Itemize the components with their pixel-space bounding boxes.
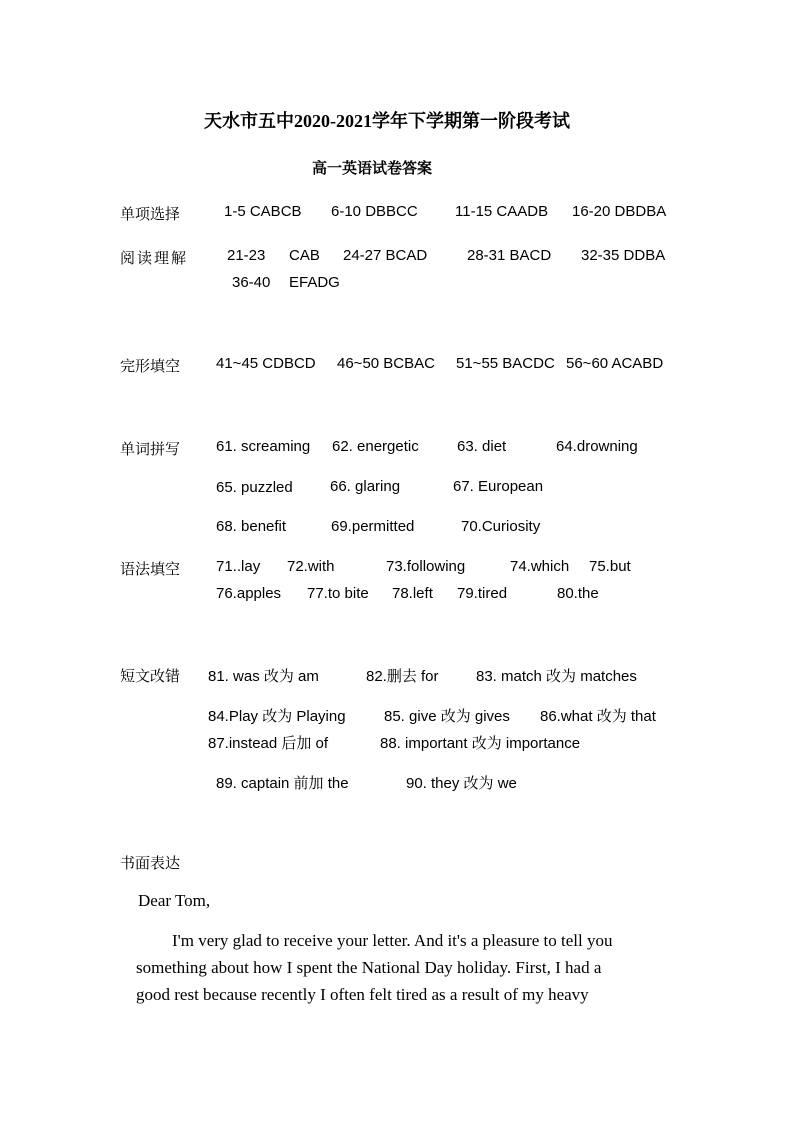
answer-item: 69.permitted (331, 518, 415, 535)
answer-item: 84.Play 改为 Playing (208, 708, 346, 725)
answer-item: 41~45 CDBCD (216, 355, 316, 372)
answer-item: 77.to bite (307, 585, 369, 602)
answer-item: EFADG (289, 274, 340, 291)
answer-item: 56~60 ACABD (566, 355, 664, 372)
answer-item: 11-15 CAADB (455, 203, 549, 220)
answer-range: 36-40 (232, 274, 271, 291)
answer-item: 65. puzzled (216, 479, 293, 496)
answer-item: 46~50 BCBAC (337, 355, 435, 372)
answer-item: 73.following (386, 558, 466, 575)
section-label: 单词拼写 (120, 441, 181, 458)
answer-item: 64.drowning (556, 438, 638, 455)
answer-item: 86.what 改为 that (540, 708, 656, 725)
section-label: 书面表达 (120, 855, 181, 872)
answer-item: 80.the (557, 585, 599, 602)
letter-salutation: Dear Tom, (138, 891, 211, 910)
answer-item: 89. captain 前加 the (216, 775, 349, 792)
answer-item: 66. glaring (330, 478, 401, 495)
answer-item: 82.删去 for (366, 668, 439, 685)
answer-item: 1-5 CABCB (224, 203, 302, 220)
answer-item: 6-10 DBBCC (331, 203, 418, 220)
letter-line: good rest because recently I often felt tired as a result of my heavy (136, 985, 589, 1004)
answer-item: 72.with (287, 558, 335, 575)
section-label: 短文改错 (120, 668, 181, 685)
answer-item: 87.instead 后加 of (208, 735, 329, 752)
answer-item: 70.Curiosity (461, 518, 541, 535)
answer-item: 67. European (453, 478, 544, 495)
answer-item: CAB (289, 247, 320, 264)
answer-item: 51~55 BACDC (456, 355, 555, 372)
answer-range: 21-23 (227, 247, 266, 264)
answer-item: 75.but (589, 558, 631, 575)
answer-item: 62. energetic (332, 438, 419, 455)
answer-item: 61. screaming (216, 438, 311, 455)
answer-item: 83. match 改为 matches (476, 668, 637, 685)
answer-item: 88. important 改为 importance (380, 735, 581, 752)
section-label: 语法填空 (120, 561, 181, 578)
section-label: 单项选择 (120, 206, 181, 223)
page-subtitle: 高一英语试卷答案 (312, 161, 433, 177)
section-label: 阅读理解 (120, 250, 189, 267)
section-label: 完形填空 (120, 358, 181, 375)
answer-item: 90. they 改为 we (406, 775, 517, 792)
answer-item: 32-35 DDBA (581, 247, 666, 264)
letter-line: I'm very glad to receive your letter. And it's a pleasure to tell you (172, 931, 613, 950)
answer-item: 63. diet (457, 438, 507, 455)
answer-item: 76.apples (216, 585, 282, 602)
answer-item: 71..lay (216, 558, 261, 575)
answer-item: 28-31 BACD (467, 247, 552, 264)
letter-line: something about how I spent the National Day holiday. First, I had a (136, 958, 602, 977)
answer-item: 24-27 BCAD (343, 247, 428, 264)
answer-item: 85. give 改为 gives (384, 708, 510, 725)
answer-item: 81. was 改为 am (208, 668, 319, 685)
answer-item: 74.which (510, 558, 570, 575)
answer-item: 16-20 DBDBA (572, 203, 667, 220)
answer-item: 78.left (392, 585, 433, 602)
answer-item: 68. benefit (216, 518, 287, 535)
page-title: 天水市五中2020-2021学年下学期第一阶段考试 (204, 111, 570, 131)
answer-item: 79.tired (457, 585, 508, 602)
